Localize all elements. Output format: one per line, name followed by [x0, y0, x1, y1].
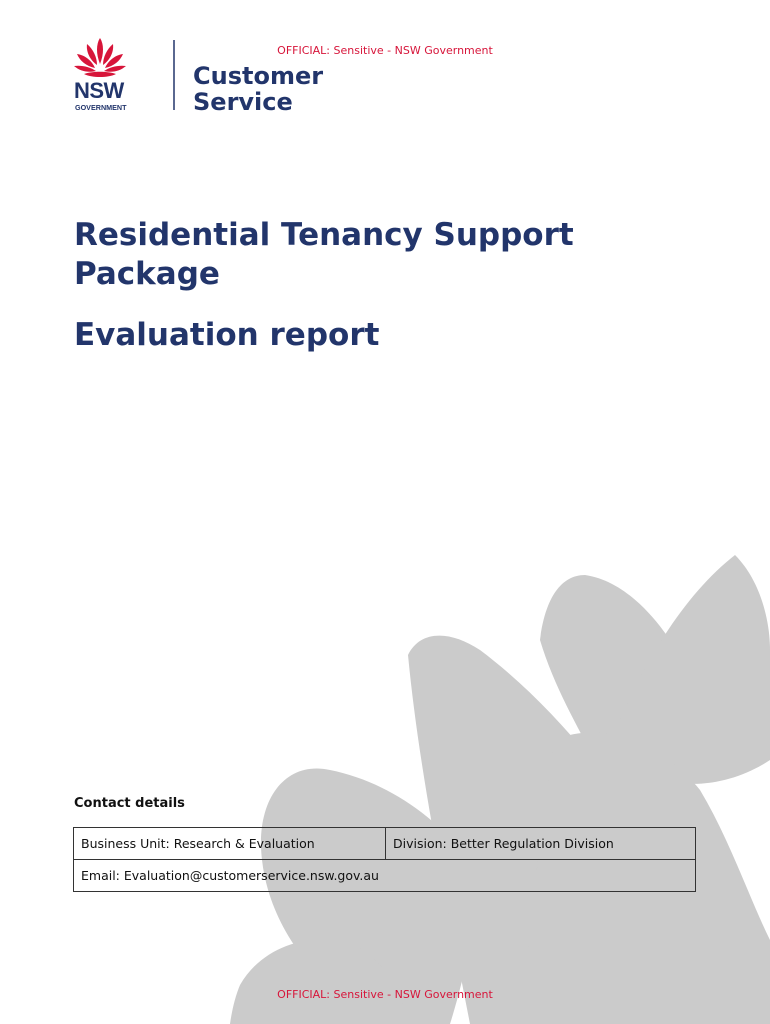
division-cell: Division: Better Regulation Division — [386, 828, 696, 860]
contact-details-table — [73, 827, 696, 892]
agency-name-line1: Customer — [193, 62, 324, 90]
waratah-icon — [74, 38, 126, 77]
classification-marking-top: OFFICIAL: Sensitive - NSW Government — [277, 44, 493, 57]
contact-details-heading: Contact details — [74, 796, 185, 811]
document-subtitle: Evaluation report — [74, 317, 380, 353]
classification-marking-bottom: OFFICIAL: Sensitive - NSW Government — [277, 988, 493, 1001]
table-row — [74, 828, 696, 860]
nsw-customer-service-logo — [72, 34, 332, 121]
business-unit-cell: Business Unit: Research & Evaluation — [74, 828, 386, 860]
agency-name-line2: Service — [193, 88, 293, 116]
table-row — [74, 860, 696, 892]
nsw-wordmark: NSW — [74, 78, 124, 103]
email-cell: Email: Evaluation@customerservice.nsw.gov.au — [74, 860, 696, 892]
government-wordmark: GOVERNMENT — [75, 103, 127, 112]
document-title: Residential Tenancy Support Package — [74, 217, 574, 292]
